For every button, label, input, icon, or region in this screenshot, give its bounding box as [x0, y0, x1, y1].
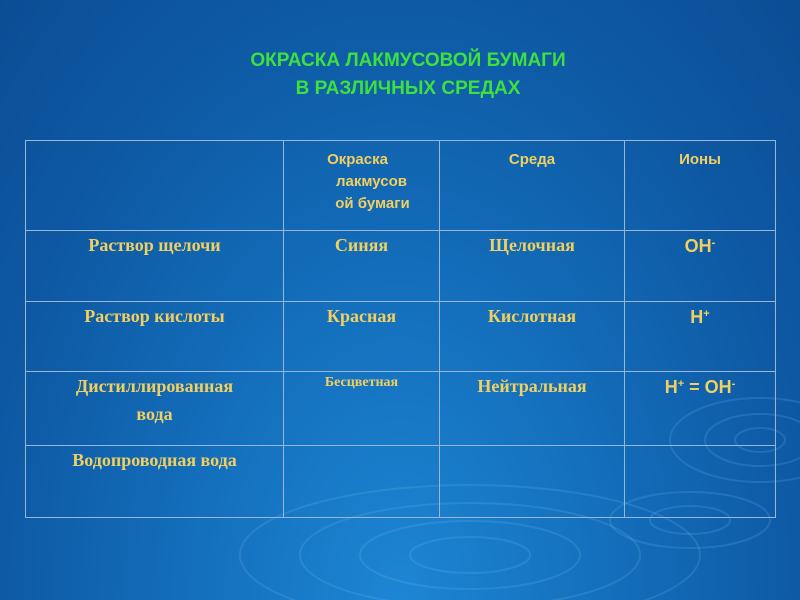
row-2-medium: Кислотная [440, 302, 625, 372]
row-2-color: Красная [284, 302, 440, 372]
table-row [26, 302, 776, 372]
header-litmus-color-line-3: ой бумаги [335, 195, 410, 212]
row-2-ion-charge: + [703, 308, 710, 320]
header-litmus-color-line-1: Окраска [327, 151, 388, 168]
header-medium: Среда [440, 141, 625, 231]
row-3-solution-line-1: Дистиллированная [75, 376, 234, 396]
row-1-solution: Раствор щелочи [26, 231, 284, 302]
row-4-ions [625, 446, 776, 518]
row-3-ions [625, 372, 776, 446]
slide-title-line-2: В РАЗЛИЧНЫХ СРЕДАХ [295, 78, 521, 99]
header-litmus-color-line-2: лакмусов [336, 173, 407, 190]
row-3-ion-h: H [664, 377, 678, 397]
table-row [26, 372, 776, 446]
row-1-medium: Щелочная [440, 231, 625, 302]
row-1-ion-charge: - [711, 237, 716, 249]
row-3-color: Бесцветная [284, 372, 440, 446]
row-3-ion-oh-charge: - [731, 378, 736, 390]
header-empty-cell [26, 141, 284, 231]
litmus-table [25, 140, 776, 518]
row-2-ion-base: H [690, 307, 704, 327]
row-2-ions [625, 302, 776, 372]
row-3-ion-h-charge: + [677, 378, 685, 390]
row-3-medium: Нейтральная [440, 372, 625, 446]
row-4-solution: Водопроводная вода [26, 446, 284, 518]
row-1-ion-base: OH [684, 236, 712, 256]
row-1-ions [625, 231, 776, 302]
row-3-ion-equals-oh: = OH [684, 377, 732, 397]
header-litmus-color [284, 141, 440, 231]
table-header-row [26, 141, 776, 231]
slide-title-line-1: ОКРАСКА ЛАКМУСОВОЙ БУМАГИ [250, 50, 566, 71]
table-row [26, 231, 776, 302]
row-4-medium [440, 446, 625, 518]
table-row [26, 446, 776, 518]
row-3-solution-line-2: вода [136, 404, 173, 424]
header-ions: Ионы [625, 141, 776, 231]
row-1-color: Синяя [284, 231, 440, 302]
row-2-solution: Раствор кислоты [26, 302, 284, 372]
row-3-solution [26, 372, 284, 446]
row-4-color [284, 446, 440, 518]
